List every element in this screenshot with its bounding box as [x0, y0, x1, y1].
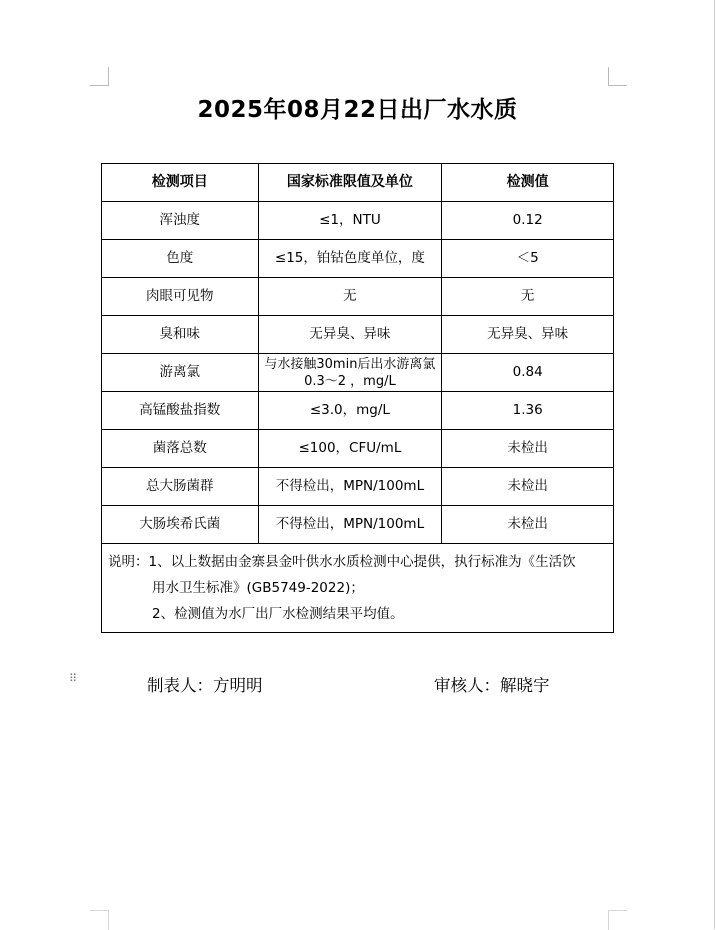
water-quality-table — [101, 163, 614, 633]
cell-value: 0.12 — [442, 202, 614, 240]
cell-standard: 无异臭、异味 — [258, 316, 442, 354]
note-line-1: 说明：1、以上数据由金寨县金叶供水水质检测中心提供，执行标准为《生活饮 — [108, 554, 576, 570]
page-edge — [714, 0, 715, 929]
table-row — [102, 240, 614, 278]
cell-item: 游离氯 — [102, 354, 259, 392]
notes-cell — [102, 544, 614, 633]
cell-value: 未检出 — [442, 430, 614, 468]
cell-item: 臭和味 — [102, 316, 259, 354]
cell-standard: ≤3.0，mg/L — [258, 392, 442, 430]
cell-value: ＜5 — [442, 240, 614, 278]
cell-item: 浑浊度 — [102, 202, 259, 240]
cell-value: 无异臭、异味 — [442, 316, 614, 354]
cell-item: 高锰酸盐指数 — [102, 392, 259, 430]
table-row — [102, 278, 614, 316]
notes-row — [102, 544, 614, 633]
table-row — [102, 430, 614, 468]
header-standard: 国家标准限值及单位 — [258, 164, 442, 202]
cell-standard: ≤15，铂钴色度单位，度 — [258, 240, 442, 278]
cell-standard: ≤1，NTU — [258, 202, 442, 240]
table-row — [102, 354, 614, 392]
note-line-3: 2、检测值为水厂出厂水检测结果平均值。 — [152, 606, 404, 622]
cell-item: 大肠埃希氏菌 — [102, 506, 259, 544]
table-header-row — [102, 164, 614, 202]
cell-standard: 无 — [258, 278, 442, 316]
cell-value: 0.84 — [442, 354, 614, 392]
cell-item: 肉眼可见物 — [102, 278, 259, 316]
crop-mark-top-right — [608, 67, 627, 86]
cell-value: 无 — [442, 278, 614, 316]
cell-value: 未检出 — [442, 506, 614, 544]
cell-standard: ≤100，CFU/mL — [258, 430, 442, 468]
header-item: 检测项目 — [102, 164, 259, 202]
table-row — [102, 506, 614, 544]
document-title: 2025年08月22日出厂水水质 — [197, 97, 518, 123]
header-value: 检测值 — [442, 164, 614, 202]
table-row — [102, 468, 614, 506]
cell-value: 未检出 — [442, 468, 614, 506]
cell-standard: 不得检出，MPN/100mL — [258, 468, 442, 506]
crop-mark-top-left — [90, 67, 109, 86]
reviewer-signature: 审核人：解晓宇 — [434, 676, 550, 695]
preparer-signature: 制表人：方明明 — [147, 676, 263, 695]
cell-item: 菌落总数 — [102, 430, 259, 468]
cell-item: 总大肠菌群 — [102, 468, 259, 506]
table-row — [102, 316, 614, 354]
table-drag-handle-icon[interactable]: ⠿ — [69, 672, 77, 685]
cell-value: 1.36 — [442, 392, 614, 430]
crop-mark-bottom-left — [90, 910, 109, 930]
note-line-2: 用水卫生标准》(GB5749-2022)； — [152, 580, 364, 596]
crop-mark-bottom-right — [608, 910, 627, 930]
cell-standard: 与水接触30min后出水游离氯0.3～2 ，mg/L — [258, 354, 442, 392]
cell-standard: 不得检出，MPN/100mL — [258, 506, 442, 544]
table-row — [102, 392, 614, 430]
cell-item: 色度 — [102, 240, 259, 278]
table-row — [102, 202, 614, 240]
